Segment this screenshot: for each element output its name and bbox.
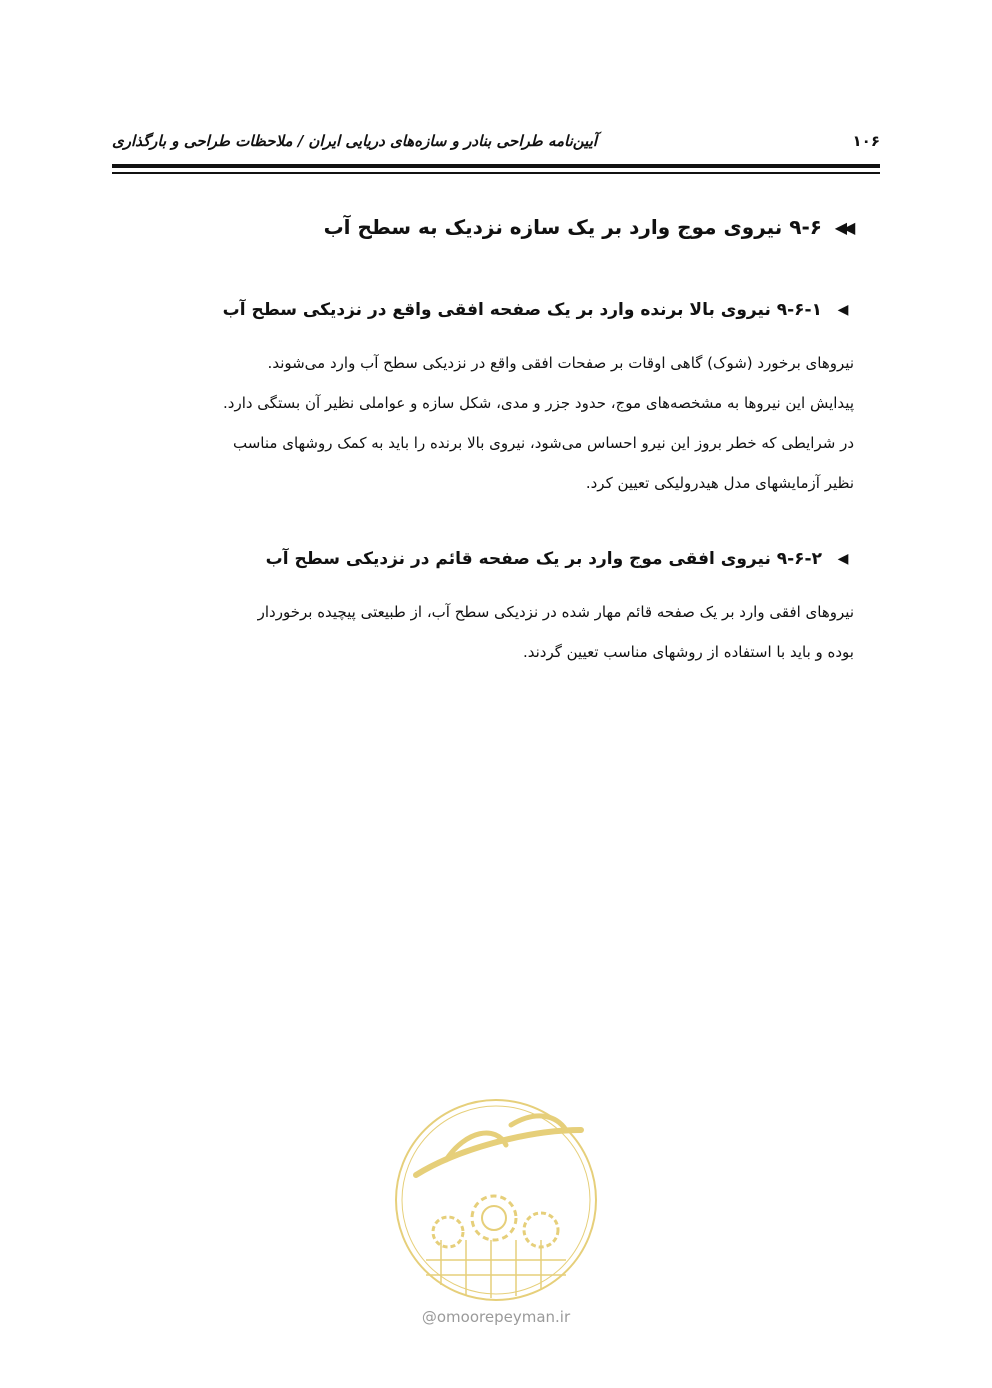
paragraph-line: نیروهای برخورد (شوک) گاهی اوقات بر صفحات افقی واقع در نزدیکی سطح آب وارد می‌شوند.	[267, 354, 854, 372]
watermark-url: @omoorepeyman.ir	[421, 1308, 571, 1326]
section-title: ۹-۶ نیروی موج وارد بر یک سازه نزدیک به سطح آب	[323, 215, 822, 239]
page-number: ۱۰۶	[852, 132, 880, 150]
subsection-heading-1	[223, 300, 854, 320]
double-arrow-bullet-icon: ◀◀	[834, 217, 852, 237]
paragraph-2	[112, 592, 854, 672]
arrow-bullet-icon: ◀	[837, 302, 849, 318]
paragraph-line: نظیر آزمایشهای مدل هیدرولیکی تعیین کرد.	[585, 474, 854, 492]
watermark-logo-icon	[386, 1090, 606, 1310]
running-header	[112, 126, 880, 156]
paragraph-line: پیدایش این نیروها به مشخصه‌های موج، حدود جزر و مدی، شکل سازه و عواملی نظیر آن بستگی دارد.	[223, 394, 854, 412]
subsection-title-2: ۹-۶-۲ نیروی افقی موج وارد بر یک صفحه قائم در نزدیکی سطح آب	[265, 549, 822, 569]
subsection-heading-2	[266, 549, 854, 569]
header-rule-thick	[112, 164, 880, 168]
arrow-bullet-icon: ◀	[837, 551, 849, 567]
header-title: آیین‌نامه طراحی بنادر و سازه‌های دریایی ایران / ملاحظات طراحی و بارگذاری	[112, 132, 598, 150]
paragraph-1	[112, 343, 854, 503]
paragraph-line: در شرایطی که خطر بروز این نیرو احساس می‌شود، نیروی بالا برنده را باید به کمک روشهای مناسب	[233, 434, 854, 452]
header-rule-thin	[112, 172, 880, 174]
section-heading	[324, 215, 854, 239]
subsection-title-1: ۹-۶-۱ نیروی بالا برنده وارد بر یک صفحه افقی واقع در نزدیکی سطح آب	[222, 300, 822, 320]
paragraph-line: نیروهای افقی وارد بر یک صفحه قائم مهار شده در نزدیکی سطح آب، از طبیعتی پیچیده برخوردار	[257, 603, 854, 621]
paragraph-line: بوده و باید با استفاده از روشهای مناسب تعیین گردند.	[522, 643, 854, 661]
